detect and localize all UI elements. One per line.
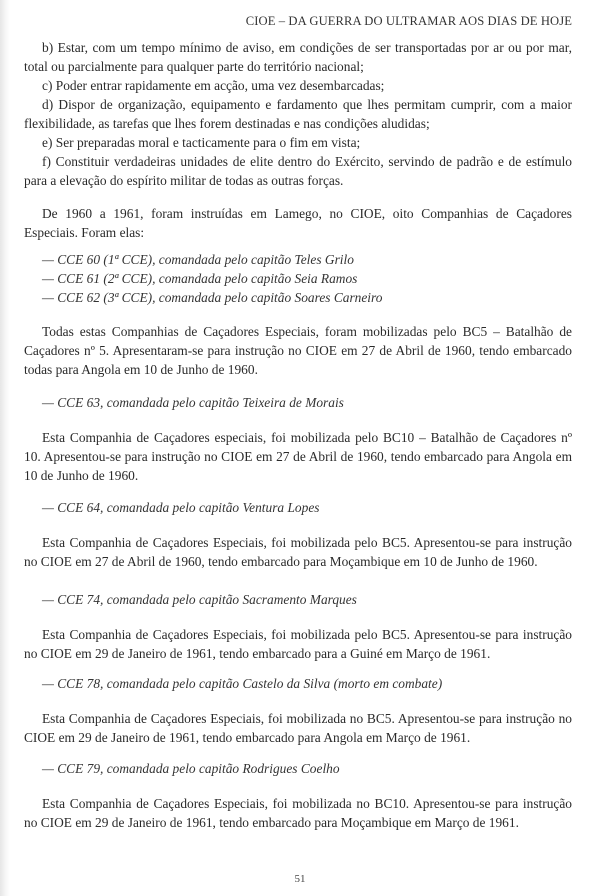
company-cce-62: — CCE 62 (3ª CCE), comandada pelo capitão Soares Carneiro — [42, 290, 383, 305]
objective-e: e) Ser preparadas moral e tacticamente para o fim em vista; — [42, 135, 361, 150]
company-cce-79: — CCE 79, comandada pelo capitão Rodrigues Coelho — [42, 761, 340, 776]
page-gutter-shadow — [0, 0, 10, 896]
company-cce-64: — CCE 64, comandada pelo capitão Ventura Lopes — [42, 500, 320, 515]
objectives-list — [24, 38, 572, 190]
company-cce-78: — CCE 78, comandada pelo capitão Castelo da Silva (morto em combate) — [42, 676, 443, 691]
paragraph-text: Esta Companhia de Caçadores Especiais, foi mobilizada no BC10. Apresentou-se para instrução no CIOE em 29 de Janeiro de 1961, tendo embarcado para Moçambique em Março de 1961. — [24, 796, 572, 830]
company-cce-74: — CCE 74, comandada pelo capitão Sacramento Marques — [42, 592, 357, 607]
paragraph-text: Esta Companhia de Caçadores Especiais, foi mobilizada pelo BC5. Apresentou-se para instrução no CIOE em 27 de Abril de 1960, tendo embarcado para Moçambique em 10 de Junho de 1960. — [24, 535, 572, 569]
paragraph-text: Esta Companhia de Caçadores especiais, foi mobilizada pelo BC10 – Batalhão de Caçadores nº 10. Apresentou-se para instrução no CIOE em 27 de Abril de 1960, tendo embarcado para Angola em 10 de Junho de 1960. — [24, 430, 572, 483]
company-cce-78-description — [24, 709, 572, 747]
company-cce-63-description — [24, 428, 572, 485]
paragraph-text: Esta Companhia de Caçadores Especiais, foi mobilizada no BC5. Apresentou-se para instrução no CIOE em 29 de Janeiro de 1961, tendo embarcado para Angola em Março de 1961. — [24, 711, 572, 745]
page-number: 51 — [294, 873, 306, 885]
objective-f: f) Constituir verdadeiras unidades de elite dentro do Exército, servindo de padrão e de estímulo para a elevação do espírito militar de todas as outras forças. — [24, 154, 572, 188]
company-cce-79-description — [24, 794, 572, 832]
company-cce-64-description — [24, 533, 572, 571]
objective-b: b) Estar, com um tempo mínimo de aviso, em condições de ser transportadas por ar ou por mar, total ou parcialmente para qualquer parte do território nacional; — [24, 40, 572, 74]
paragraph-bc5-all — [24, 322, 572, 379]
objective-d: d) Dispor de organização, equipamento e fardamento que lhes permitam cumprir, com a maior flexibilidade, as tarefas que lhes forem destinadas e nas condições aludidas; — [24, 97, 572, 131]
paragraph-text: Todas estas Companhias de Caçadores Especiais, foram mobilizadas pelo BC5 – Batalhão de Caçadores nº 5. Apresentaram-se para instrução no CIOE em 27 de Abril de 1960, tendo embarcado todas para Angola em 10 de Junho de 1960. — [24, 324, 572, 377]
objective-c: c) Poder entrar rapidamente em acção, uma vez desembarcadas; — [42, 78, 385, 93]
company-cce-61: — CCE 61 (2ª CCE), comandada pelo capitão Seia Ramos — [42, 271, 358, 286]
running-header: CIOE – DA GUERRA DO ULTRAMAR AOS DIAS DE HOJE — [245, 14, 572, 28]
paragraph-1960 — [24, 204, 572, 242]
company-cce-60: — CCE 60 (1ª CCE), comandada pelo capitão Teles Grilo — [42, 252, 354, 267]
paragraph-text: Esta Companhia de Caçadores Especiais, foi mobilizada pelo BC5. Apresentou-se para instrução no CIOE em 29 de Janeiro de 1961, tendo embarcado para a Guiné em Março de 1961. — [24, 627, 572, 661]
company-cce-63: — CCE 63, comandada pelo capitão Teixeira de Morais — [42, 395, 344, 410]
company-cce-74-description — [24, 625, 572, 663]
paragraph-text: De 1960 a 1961, foram instruídas em Lamego, no CIOE, oito Companhias de Caçadores Especiais. Foram elas: — [24, 206, 572, 240]
